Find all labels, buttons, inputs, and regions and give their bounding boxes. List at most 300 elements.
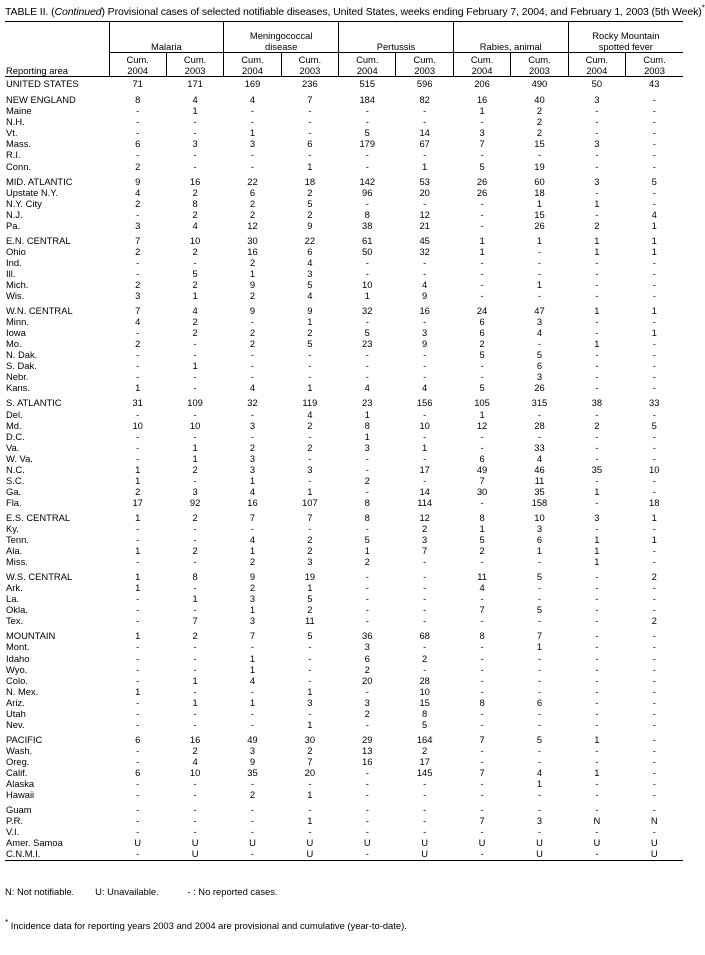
- table-cell: -: [250, 718, 255, 730]
- table-cell: 2: [422, 522, 428, 534]
- table-cell: U: [363, 837, 371, 849]
- table-cell: 2: [135, 279, 141, 290]
- table-cell: -: [250, 116, 255, 128]
- table-cell: 53: [419, 175, 430, 187]
- table-cell: 3: [307, 463, 313, 475]
- table-row: [5, 209, 683, 220]
- table-cell: -: [365, 804, 369, 816]
- table-cell: 2: [249, 256, 256, 268]
- row-area-label: N.J.: [6, 208, 23, 220]
- table-cell: -: [136, 826, 140, 838]
- header-rmsf-cum-2004: Cum. 2004: [568, 53, 625, 77]
- table-cell: -: [136, 778, 140, 790]
- table-cell: -: [595, 116, 599, 128]
- table-cell: 26: [534, 219, 545, 231]
- table-cell: 2: [192, 208, 198, 220]
- table-cell: -: [308, 127, 312, 139]
- table-row: [5, 176, 683, 187]
- table-cell: 145: [416, 766, 433, 778]
- table-cell: 7: [307, 755, 313, 767]
- table-cell: -: [652, 360, 656, 372]
- table-cell: -: [365, 105, 369, 117]
- table-cell: -: [652, 338, 656, 350]
- table-cell: -: [365, 371, 369, 383]
- table-cell: -: [480, 593, 484, 605]
- table-cell: -: [193, 349, 197, 361]
- table-cell: -: [193, 149, 197, 161]
- table-cell: -: [423, 778, 427, 790]
- table-cell: 5: [536, 571, 543, 583]
- table-cell: 3: [249, 463, 256, 475]
- table-cell: -: [365, 789, 369, 801]
- table-cell: 1: [135, 685, 141, 697]
- table-cell: -: [595, 327, 599, 339]
- table-cell: -: [595, 149, 599, 161]
- table-cell: -: [480, 674, 484, 686]
- table-cell: -: [537, 718, 542, 730]
- table-cell: -: [537, 338, 542, 350]
- table-cell: -: [136, 256, 140, 268]
- table-cell: -: [193, 826, 197, 838]
- table-cell: -: [423, 371, 427, 383]
- table-cell: -: [652, 485, 656, 497]
- table-cell: -: [595, 316, 599, 328]
- table-cell: -: [652, 652, 656, 664]
- table-cell: 3: [422, 534, 428, 546]
- table-cell: 7: [479, 138, 485, 150]
- table-cell: 2: [135, 197, 141, 209]
- table-cell: 2: [422, 652, 428, 664]
- table-cell: 2: [307, 186, 313, 198]
- table-cell: -: [365, 360, 369, 372]
- table-cell: -: [595, 630, 599, 642]
- table-cell: 4: [422, 279, 428, 290]
- table-cell: 1: [307, 789, 313, 801]
- table-cell: -: [423, 615, 427, 627]
- table-cell: -: [595, 604, 599, 616]
- table-cell: -: [136, 149, 140, 161]
- table-cell: -: [652, 349, 656, 361]
- table-cell: 67: [419, 138, 430, 150]
- table-cell: -: [480, 826, 484, 838]
- table-cell: -: [652, 766, 656, 778]
- table-cell: -: [537, 826, 542, 838]
- table-cell: -: [193, 789, 197, 801]
- table-cell: -: [480, 290, 484, 302]
- row-area-label: Ala.: [6, 545, 23, 557]
- table-row: [5, 571, 683, 582]
- table-cell: 5: [651, 419, 657, 431]
- row-area-label: R.I.: [6, 149, 21, 161]
- table-row: [5, 316, 683, 327]
- table-cell: -: [136, 789, 140, 801]
- table-cell: -: [365, 256, 369, 268]
- table-cell: 5: [307, 279, 313, 290]
- table-cell: -: [365, 718, 369, 730]
- table-cell: 1: [249, 127, 256, 139]
- table-cell: 11: [534, 474, 545, 486]
- table-cell: -: [652, 604, 656, 616]
- table-cell: 1: [536, 279, 543, 290]
- table-cell: 4: [249, 674, 256, 686]
- table-cell: 2: [307, 327, 313, 339]
- table-cell: -: [136, 371, 140, 383]
- table-cell: 1: [651, 327, 657, 339]
- table-cell: -: [595, 256, 599, 268]
- table-cell: -: [365, 116, 369, 128]
- table-cell: -: [136, 641, 140, 653]
- table-cell: -: [193, 778, 197, 790]
- table-cell: 2: [249, 338, 256, 350]
- table-cell: 2: [364, 556, 370, 568]
- table-cell: -: [308, 641, 312, 653]
- table-cell: 17: [419, 463, 430, 475]
- table-cell: 2: [249, 290, 256, 302]
- table-cell: -: [652, 641, 656, 653]
- table-cell: -: [652, 160, 656, 172]
- column-group-rabies-animal: Rabies, animal: [453, 22, 568, 53]
- table-cell: 8: [192, 197, 198, 209]
- table-cell: -: [652, 778, 656, 790]
- table-cell: 8: [422, 707, 428, 719]
- table-cell: 1: [135, 571, 141, 583]
- header-rabies-cum-2003: Cum. 2003: [511, 53, 568, 77]
- table-cell: -: [308, 804, 312, 816]
- row-area-label: V.I.: [6, 826, 20, 838]
- table-cell: -: [595, 267, 599, 279]
- table-cell: -: [595, 582, 599, 594]
- table-cell: -: [136, 360, 140, 372]
- table-cell: 3: [135, 219, 141, 231]
- table-cell: -: [136, 327, 140, 339]
- table-cell: -: [652, 685, 656, 697]
- table-cell: 2: [249, 208, 256, 220]
- table-cell: 1: [249, 696, 256, 708]
- row-area-label: Idaho: [6, 652, 30, 664]
- table-cell: -: [595, 848, 599, 860]
- table-row: [5, 615, 683, 626]
- table-cell: -: [652, 138, 656, 150]
- table-cell: -: [595, 804, 599, 816]
- table-cell: 1: [192, 105, 198, 117]
- table-cell: 30: [247, 234, 258, 246]
- table-cell: -: [250, 105, 255, 117]
- table-cell: 1: [594, 245, 600, 257]
- table-cell: -: [250, 360, 255, 372]
- table-cell: 7: [536, 630, 543, 642]
- table-cell: 7: [249, 630, 256, 642]
- table-cell: -: [595, 663, 599, 675]
- table-cell: -: [365, 463, 369, 475]
- table-cell: 4: [249, 382, 256, 394]
- table-cell: 1: [651, 511, 657, 523]
- table-cell: 515: [359, 78, 376, 90]
- table-cell: -: [193, 718, 197, 730]
- table-cell: -: [250, 149, 255, 161]
- row-area-label: Oreg.: [6, 755, 30, 767]
- table-cell: 29: [362, 733, 373, 745]
- table-cell: -: [136, 652, 140, 664]
- table-cell: -: [537, 593, 542, 605]
- table-cell: -: [250, 815, 255, 827]
- table-cell: 4: [422, 382, 428, 394]
- table-cell: 109: [187, 397, 203, 409]
- table-cell: N: [593, 815, 601, 827]
- table-cell: 1: [594, 766, 600, 778]
- table-cell: 1: [135, 582, 141, 594]
- table-cell: 11: [477, 571, 487, 583]
- table-cell: 3: [536, 371, 543, 383]
- table-cell: -: [480, 371, 484, 383]
- table-cell: 1: [364, 408, 370, 420]
- table-cell: 1: [364, 290, 370, 302]
- table-cell: 2: [192, 545, 198, 557]
- table-cell: 13: [362, 744, 373, 756]
- table-cell: 1: [594, 485, 600, 497]
- table-cell: U: [134, 837, 142, 849]
- table-cell: 32: [362, 305, 373, 317]
- table-cell: -: [595, 430, 599, 442]
- table-row: [5, 149, 683, 160]
- table-cell: -: [365, 593, 369, 605]
- table-cell: 8: [479, 630, 485, 642]
- table-cell: 1: [307, 815, 313, 827]
- row-area-label: N. Mex.: [6, 685, 39, 697]
- table-cell: 10: [649, 463, 660, 475]
- table-cell: 14: [419, 485, 430, 497]
- table-cell: -: [136, 267, 140, 279]
- row-area-label: N.C.: [6, 463, 25, 475]
- table-cell: U: [536, 837, 543, 849]
- row-area-label: Alaska: [6, 778, 35, 790]
- table-cell: -: [136, 105, 140, 117]
- table-cell: 43: [649, 78, 660, 90]
- table-cell: 5: [364, 534, 370, 546]
- table-cell: 1: [594, 534, 600, 546]
- table-cell: 40: [534, 94, 545, 106]
- row-area-label: Ill.: [6, 267, 16, 279]
- table-cell: 3: [536, 815, 543, 827]
- row-area-label: Colo.: [6, 674, 28, 686]
- table-cell: 18: [649, 496, 660, 508]
- table-cell: -: [652, 789, 656, 801]
- table-row: [5, 734, 683, 745]
- table-cell: -: [480, 197, 484, 209]
- table-cell: 9: [249, 279, 256, 290]
- table-cell: 15: [534, 138, 545, 150]
- table-cell: 12: [419, 208, 430, 220]
- table-cell: -: [193, 338, 197, 350]
- table-cell: 12: [419, 511, 430, 523]
- table-cell: -: [308, 707, 312, 719]
- table-cell: U: [191, 837, 199, 849]
- table-cell: -: [250, 641, 255, 653]
- table-cell: 31: [132, 397, 143, 409]
- table-row: [5, 138, 683, 149]
- table-cell: 9: [249, 305, 256, 317]
- table-cell: -: [423, 804, 427, 816]
- table-cell: 4: [192, 755, 198, 767]
- table-cell: 7: [479, 766, 485, 778]
- table-row: [5, 431, 683, 442]
- row-area-label: Upstate N.Y.: [6, 186, 58, 198]
- table-cell: -: [136, 815, 140, 827]
- table-cell: 3: [364, 441, 370, 453]
- table-cell: -: [595, 789, 599, 801]
- table-row: [5, 105, 683, 116]
- table-cell: -: [652, 408, 656, 420]
- table-cell: 16: [362, 755, 373, 767]
- table-cell: 2: [307, 534, 313, 546]
- table-row: [5, 305, 683, 316]
- table-row: [5, 453, 683, 464]
- table-cell: 184: [359, 94, 376, 106]
- table-cell: 3: [594, 138, 600, 150]
- table-row: [5, 290, 683, 301]
- table-cell: 3: [594, 511, 600, 523]
- table-cell: -: [652, 149, 656, 161]
- table-cell: 19: [304, 571, 316, 583]
- table-cell: -: [480, 755, 484, 767]
- table-header: [5, 22, 683, 77]
- table-cell: 5: [651, 175, 657, 187]
- table-cell: -: [537, 789, 542, 801]
- table-cell: 5: [364, 127, 370, 139]
- table-cell: 1: [594, 556, 600, 568]
- table-cell: U: [421, 848, 429, 860]
- row-area-label: W. Va.: [6, 452, 33, 464]
- table-cell: 1: [536, 197, 543, 209]
- table-cell: 16: [247, 245, 258, 257]
- table-cell: 1: [594, 305, 600, 317]
- row-area-label: UNITED STATES: [6, 78, 79, 90]
- table-cell: -: [537, 663, 542, 675]
- table-cell: -: [423, 826, 427, 838]
- table-cell: -: [480, 360, 484, 372]
- row-area-label: S. ATLANTIC: [6, 397, 62, 409]
- table-cell: 3: [192, 138, 198, 150]
- table-cell: 164: [416, 733, 433, 745]
- table-cell: -: [423, 641, 427, 653]
- column-group-meningococcal-disease: Meningococcal disease: [224, 22, 339, 53]
- table-cell: 32: [419, 245, 430, 257]
- table-cell: 4: [651, 208, 657, 220]
- table-cell: U: [593, 837, 601, 849]
- table-cell: 28: [534, 419, 545, 431]
- table-cell: -: [193, 707, 197, 719]
- table-cell: -: [193, 127, 197, 139]
- table-cell: -: [308, 452, 312, 464]
- table-cell: 1: [651, 219, 657, 231]
- table-cell: -: [480, 663, 484, 675]
- table-cell: 11: [305, 615, 315, 627]
- table-cell: 20: [419, 186, 430, 198]
- table-cell: -: [365, 848, 369, 860]
- table-cell: 8: [364, 496, 370, 508]
- table-cell: -: [423, 663, 427, 675]
- table-cell: 3: [249, 452, 256, 464]
- table-cell: 3: [249, 744, 256, 756]
- table-cell: 6: [536, 696, 543, 708]
- table-row: [5, 534, 683, 545]
- table-cell: -: [365, 160, 369, 172]
- table-cell: 6: [479, 316, 485, 328]
- table-cell: 1: [422, 160, 428, 172]
- table-cell: 38: [362, 219, 373, 231]
- table-cell: 6: [536, 534, 543, 546]
- table-row: [5, 686, 683, 697]
- footnotes: [5, 863, 683, 954]
- table-cell: -: [595, 290, 599, 302]
- table-cell: -: [652, 696, 656, 708]
- table-cell: -: [250, 804, 255, 816]
- table-row: [5, 837, 683, 848]
- row-area-label: MOUNTAIN: [6, 630, 56, 642]
- table-cell: 20: [362, 674, 373, 686]
- table-cell: -: [193, 604, 197, 616]
- row-area-label: D.C.: [6, 430, 25, 442]
- table-row: [5, 815, 683, 826]
- table-cell: 2: [249, 556, 256, 568]
- table-cell: U: [191, 848, 199, 860]
- table-cell: -: [652, 290, 656, 302]
- table-cell: -: [537, 744, 542, 756]
- table-cell: -: [423, 349, 427, 361]
- table-cell: -: [652, 755, 656, 767]
- table-cell: 7: [479, 604, 485, 616]
- table-cell: 1: [192, 696, 198, 708]
- table-cell: 2: [249, 441, 256, 453]
- table-cell: N: [650, 815, 658, 827]
- table-cell: 169: [244, 78, 261, 90]
- table-cell: 4: [135, 186, 141, 198]
- table-cell: -: [595, 496, 599, 508]
- table-cell: -: [136, 593, 140, 605]
- table-cell: 3: [135, 290, 141, 302]
- row-area-label: PACIFIC: [6, 733, 43, 745]
- table-cell: -: [365, 197, 369, 209]
- table-cell: 2: [249, 197, 256, 209]
- table-cell: -: [595, 652, 599, 664]
- table-cell: U: [478, 837, 486, 849]
- table-cell: 28: [419, 674, 430, 686]
- header-malaria-cum-2004: Cum. 2004: [109, 53, 166, 77]
- table-cell: 1: [135, 382, 141, 394]
- row-area-label: N.H.: [6, 116, 25, 128]
- table-cell: 92: [189, 496, 201, 508]
- table-cell: -: [652, 186, 656, 198]
- table-cell: 4: [479, 582, 485, 594]
- table-row: [5, 77, 683, 91]
- table-cell: -: [480, 149, 484, 161]
- table-cell: 45: [419, 234, 430, 246]
- table-cell: U: [650, 837, 658, 849]
- header-rmsf-cum-2003: Cum. 2003: [626, 53, 683, 77]
- table-cell: 12: [476, 419, 488, 431]
- table-cell: 2: [135, 160, 141, 172]
- table-cell: -: [308, 149, 312, 161]
- table-cell: 9: [307, 305, 313, 317]
- table-cell: -: [652, 452, 656, 464]
- table-cell: 4: [307, 256, 313, 268]
- table-cell: 7: [192, 615, 198, 627]
- table-cell: 10: [362, 279, 373, 290]
- table-cell: 33: [534, 441, 545, 453]
- table-cell: 3: [422, 327, 428, 339]
- table-cell: -: [595, 279, 599, 290]
- table-cell: 1: [192, 360, 198, 372]
- table-row: [5, 127, 683, 138]
